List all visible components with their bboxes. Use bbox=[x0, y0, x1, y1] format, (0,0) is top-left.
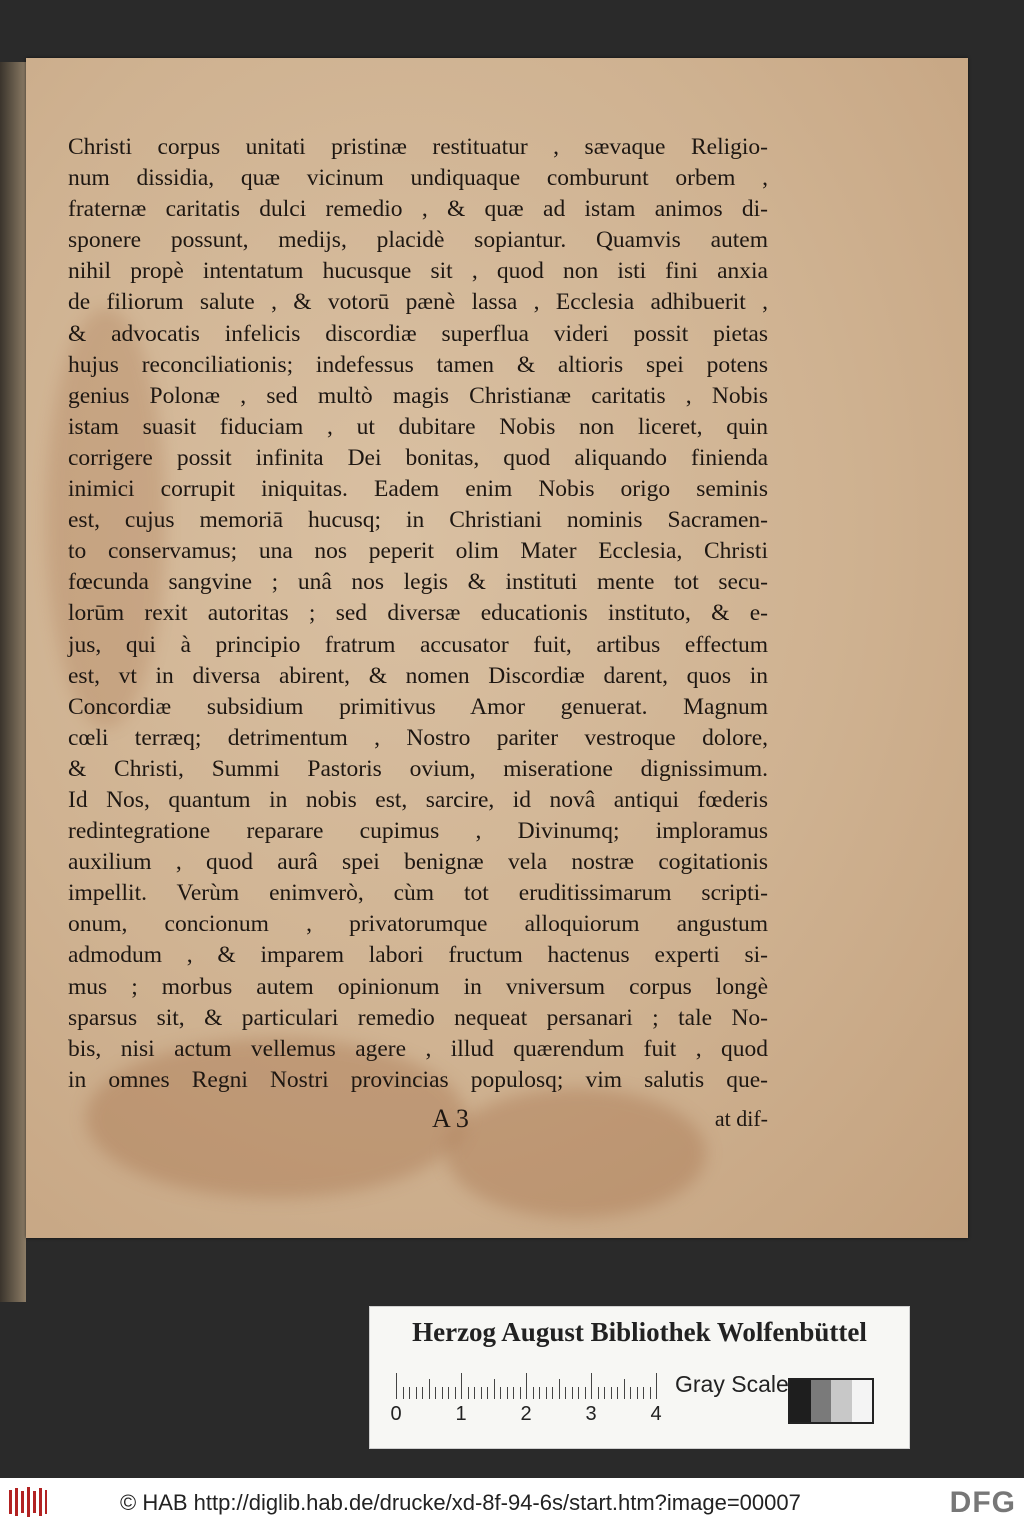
text-line: impellit. Verùm enimverò, cùm tot eruditissimarum scripti- bbox=[68, 880, 768, 907]
ruler-tick bbox=[442, 1387, 443, 1399]
text-line: & Christi, Summi Pastoris ovium, miseratione dignissimum. bbox=[68, 755, 768, 782]
ruler-number: 0 bbox=[390, 1403, 402, 1425]
ruler-tick bbox=[448, 1387, 449, 1399]
text-line: num dissidia, quæ vicinum undiquaque comburunt orbem , bbox=[68, 165, 768, 192]
ruler-tick bbox=[461, 1373, 462, 1399]
ruler-tick bbox=[617, 1387, 618, 1399]
ruler-tick bbox=[611, 1387, 612, 1399]
text-line: to conservamus; una nos peperit olim Mater Ecclesia, Christi bbox=[68, 538, 768, 565]
text-line: nihil propè intentatum hucusque sit , quod non isti fini anxia bbox=[68, 258, 768, 285]
text-line: onum, concionum , privatorumque alloquiorum angustum bbox=[68, 911, 768, 938]
ruler-tick bbox=[513, 1387, 514, 1399]
gray-swatch bbox=[852, 1380, 873, 1422]
ruler-tick bbox=[572, 1387, 573, 1399]
ruler-tick bbox=[598, 1387, 599, 1399]
gray-scale-strip bbox=[788, 1378, 874, 1424]
ruler-tick bbox=[520, 1387, 521, 1399]
ruler-tick bbox=[487, 1387, 488, 1399]
ruler-tick bbox=[526, 1373, 527, 1399]
catchword: at dif- bbox=[714, 1106, 768, 1131]
ruler-tick bbox=[435, 1387, 436, 1399]
ruler-tick bbox=[604, 1387, 605, 1399]
text-line: bis, nisi actum vellemus agere , illud quærendum fuit , quod bbox=[68, 1035, 768, 1062]
left-page-edge bbox=[0, 62, 26, 1302]
ruler-tick bbox=[637, 1387, 638, 1399]
ruler-tick bbox=[650, 1387, 651, 1399]
page-text bbox=[68, 132, 768, 1096]
ruler-tick bbox=[455, 1387, 456, 1399]
ruler-tick bbox=[533, 1387, 534, 1399]
ruler-tick bbox=[585, 1387, 586, 1399]
ruler-tick bbox=[578, 1387, 579, 1399]
ruler-tick bbox=[507, 1387, 508, 1399]
text-line: admodum , & imparem labori fructum hactenus experti si- bbox=[68, 942, 768, 969]
text-line: est, vt in diversa abirent, & nomen Discordiæ darent, quos in bbox=[68, 662, 768, 689]
text-line: redintegratione reparare cupimus , Divinumq; imploramus bbox=[68, 818, 768, 845]
text-line: est, cujus memoriā hucusq; in Christiani nominis Sacramen- bbox=[68, 507, 768, 534]
ruler-tick bbox=[643, 1387, 644, 1399]
ruler-tick bbox=[409, 1387, 410, 1399]
measurement-ruler bbox=[390, 1373, 664, 1425]
ruler-tick bbox=[429, 1379, 430, 1399]
ruler-tick bbox=[546, 1387, 547, 1399]
gray-swatch bbox=[831, 1380, 852, 1422]
ruler-tick bbox=[422, 1387, 423, 1399]
text-line: Christi corpus unitati pristinæ restituatur , sævaque Religio- bbox=[68, 134, 768, 160]
text-line: sparsus sit, & particulari remedio nequeat persanari ; tale No- bbox=[68, 1004, 768, 1031]
text-line: & advocatis infelicis discordiæ superflua videri possit pietas bbox=[68, 320, 768, 347]
ruler-tick bbox=[630, 1387, 631, 1399]
viewer-footer bbox=[0, 1478, 1024, 1527]
page-foot bbox=[68, 1104, 768, 1140]
ruler-tick bbox=[416, 1387, 417, 1399]
ruler-tick bbox=[403, 1387, 404, 1399]
library-color-card bbox=[369, 1306, 910, 1449]
text-line: corrigere possit infinita Dei bonitas, quod aliquando finienda bbox=[68, 444, 768, 471]
gray-swatch bbox=[790, 1380, 811, 1422]
text-line: de filiorum salute , & votorū pænè lassa , Ecclesia adhibuerit , bbox=[68, 289, 768, 316]
text-line: cœli terræq; detrimentum , Nostro pariter vestroque dolore, bbox=[68, 724, 768, 751]
text-line: auxilium , quod aurâ spei benignæ vela nostræ cogitationis bbox=[68, 849, 768, 876]
text-line: mus ; morbus autem opinionum in vniversum corpus longè bbox=[68, 973, 768, 1000]
text-line: Id Nos, quantum in nobis est, sarcire, id novâ antiqui fœderis bbox=[68, 786, 768, 813]
ruler-number: 3 bbox=[585, 1403, 597, 1425]
ruler-tick bbox=[396, 1373, 397, 1399]
text-line: in omnes Regni Nostri provincias populosq; vim salutis que- bbox=[68, 1066, 768, 1093]
ruler-number: 1 bbox=[455, 1403, 467, 1425]
hab-logo-icon bbox=[8, 1486, 48, 1518]
text-line: istam suasit fiduciam , ut dubitare Nobis non liceret, quin bbox=[68, 413, 768, 440]
dfg-logo: DFG bbox=[949, 1486, 1016, 1519]
signature-mark: A 3 bbox=[432, 1104, 469, 1133]
text-line: genius Polonæ , sed multò magis Christianæ caritatis , Nobis bbox=[68, 382, 768, 409]
ruler-tick bbox=[500, 1387, 501, 1399]
text-line: sponere possunt, medijs, placidè sopiantur. Quamvis autem bbox=[68, 227, 768, 254]
ruler-tick bbox=[481, 1387, 482, 1399]
ruler-tick bbox=[468, 1387, 469, 1399]
text-line: Concordiæ subsidium primitivus Amor genuerat. Magnum bbox=[68, 693, 768, 720]
ruler-tick bbox=[552, 1387, 553, 1399]
ruler-tick bbox=[656, 1373, 657, 1399]
copyright-link[interactable]: © HAB http://diglib.hab.de/drucke/xd-8f-94-6s/start.htm?image=00007 bbox=[120, 1490, 801, 1515]
ruler-tick bbox=[624, 1379, 625, 1399]
ruler-tick bbox=[591, 1373, 592, 1399]
gray-scale-label: Gray Scale bbox=[675, 1371, 789, 1397]
ruler-tick bbox=[539, 1387, 540, 1399]
gray-swatch bbox=[811, 1380, 832, 1422]
text-line: fraternæ caritatis dulci remedio , & quæ ad istam animos di- bbox=[68, 196, 768, 223]
ruler-tick bbox=[494, 1379, 495, 1399]
ruler-number: 2 bbox=[520, 1403, 532, 1425]
library-name: Herzog August Bibliothek Wolfenbüttel bbox=[412, 1317, 867, 1347]
ruler-tick bbox=[565, 1387, 566, 1399]
ruler-number: 4 bbox=[650, 1403, 662, 1425]
text-line: fœcunda sangvine ; unâ nos legis & instituti mente tot secu- bbox=[68, 569, 768, 596]
text-line: lorūm rexit autoritas ; sed diversæ educationis instituto, & e- bbox=[68, 600, 768, 627]
ruler-tick bbox=[559, 1379, 560, 1399]
text-line: hujus reconciliationis; indefessus tamen & altioris spei potens bbox=[68, 351, 768, 378]
ruler-tick bbox=[474, 1387, 475, 1399]
text-line: inimici corrupit iniquitas. Eadem enim Nobis origo seminis bbox=[68, 476, 768, 503]
text-line: jus, qui à principio fratrum accusator fuit, artibus effectum bbox=[68, 631, 768, 658]
